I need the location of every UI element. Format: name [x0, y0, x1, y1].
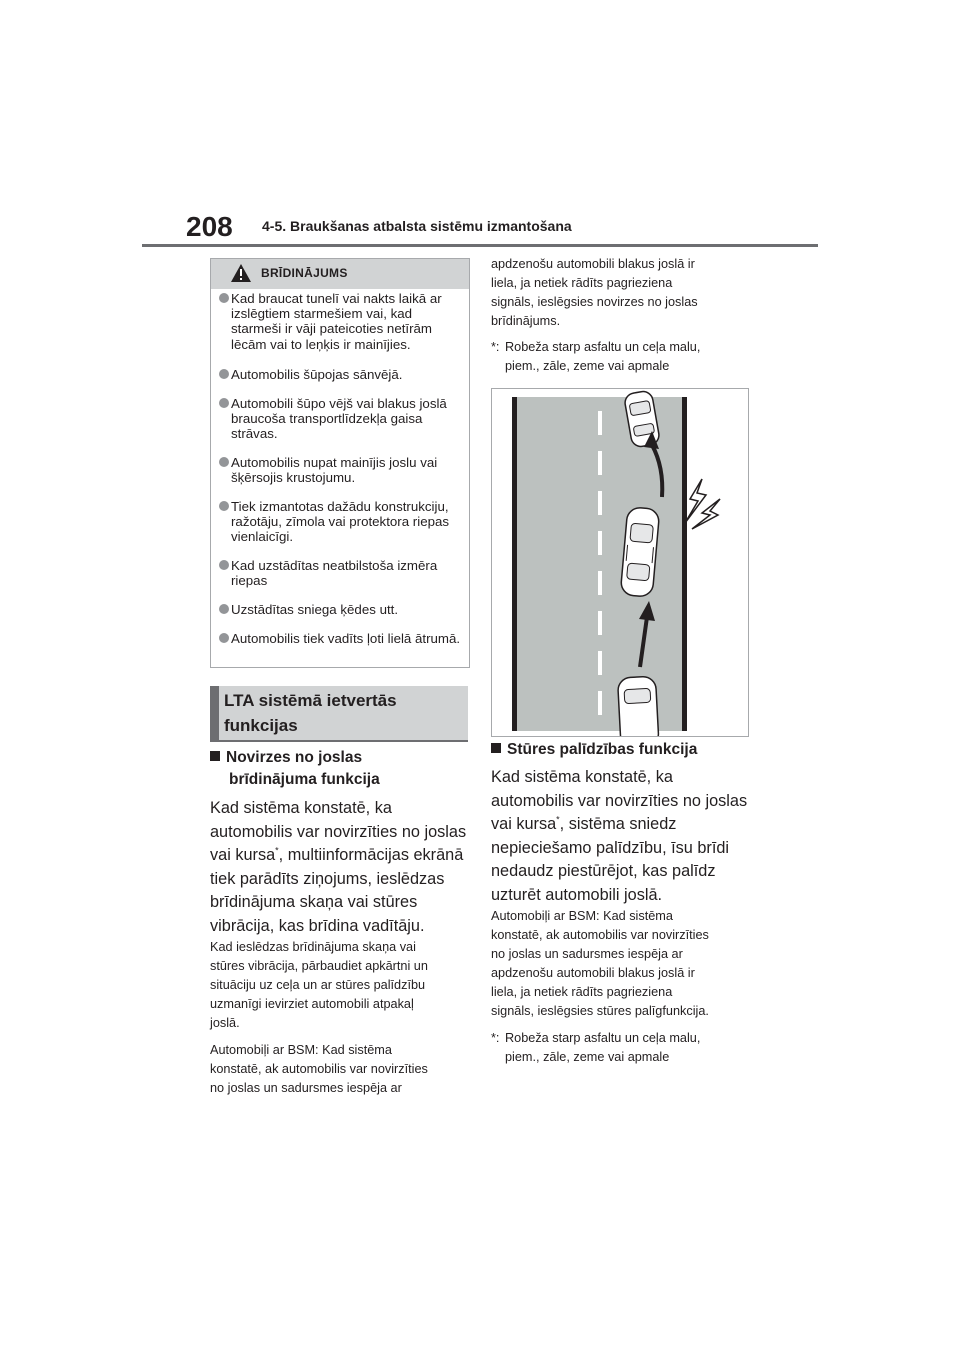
list-item-text: Kad braucat tunelī vai nakts laikā ar izslēgtiem starmešiem vai, kad starmeši ir vāji pateicoties netīrām lēcām vai to leņķis ir mainījies.: [231, 291, 442, 352]
bullet-icon: [219, 633, 229, 643]
footnote: [491, 338, 747, 378]
road-surface: [516, 397, 686, 731]
text-line: liela, ja netiek rādīts pagrieziena: [491, 985, 673, 999]
text-line: konstatē, ak automobilis var novirzīties: [210, 1062, 428, 1076]
car-icon: [620, 507, 660, 597]
text-line: situāciju uz ceļa un ar stūres palīdzību: [210, 978, 426, 992]
warning-box: [210, 258, 470, 668]
text-line: brīdinājuma skaņa vai stūres: [210, 893, 418, 911]
section-heading-line: funkcijas: [224, 716, 298, 735]
list-item-text: Kad uzstādītas neatbilstoša izmēra riepas: [231, 558, 438, 589]
warning-header: [211, 259, 469, 289]
text-line: Kad sistēma konstatē, ka: [210, 799, 392, 817]
text-line: apdzenošu automobili blakus joslā ir: [491, 966, 695, 980]
steering-assist-heading: [491, 739, 697, 761]
lane-departure-bsm-note-cont: [491, 255, 698, 331]
bullet-icon: [219, 604, 229, 614]
text-line: tiek parādīts ziņojums, ieslēdzas: [210, 869, 445, 888]
text-line: stūres vibrācija, pārbaudiet apkārtni un: [210, 959, 428, 973]
lane-departure-paragraph: [210, 797, 466, 938]
footnote-mark: *: [556, 814, 560, 825]
text-line: automobilis var novirzīties no joslas: [210, 822, 467, 841]
text-line: [491, 813, 747, 837]
text-line: Kad sistēma konstatē, ka: [491, 768, 673, 786]
text-line: joslā.: [210, 1016, 240, 1030]
text-span: vai kursa: [491, 815, 557, 833]
section-heading-text: [224, 688, 464, 738]
car-icon: [617, 676, 659, 736]
bullet-icon: [219, 293, 229, 303]
text-line: no joslas un sadursmes iespēja ar: [210, 1081, 402, 1095]
text-line: Kad ieslēdzas brīdinājuma skaņa vai: [210, 940, 416, 954]
text-line: no joslas un sadursmes iespēja ar: [491, 947, 683, 961]
text-line: konstatē, ak automobilis var novirzīties: [491, 928, 709, 942]
text-line: Automobiļi ar BSM: Kad sistēma: [491, 909, 673, 923]
footnote-text: [505, 338, 731, 376]
text-line: vibrācija, kas brīdina vadītāju.: [210, 916, 425, 935]
section-rule: [210, 740, 468, 742]
list-item-text: Automobili šūpo vējš vai blakus joslā braucoša transportlīdzekļa gaisa strāvas.: [231, 396, 447, 442]
lane-departure-note: [210, 938, 428, 1033]
square-bullet-icon: [210, 751, 220, 761]
text-span: , multiinformācijas ekrānā: [278, 846, 464, 864]
left-road-edge: [512, 397, 517, 731]
steering-assist-bsm-note: [491, 907, 709, 1021]
text-line: apdzenošu automobili blakus joslā ir: [491, 257, 695, 271]
bullet-icon: [219, 457, 229, 467]
lightning-icon: [685, 479, 706, 523]
text-line: nedaudz piestūrējot, kas palīdz: [491, 862, 716, 880]
header-rule: [142, 244, 818, 247]
list-item-text: Automobilis nupat mainījis joslu vai šķērsojis krustojumu.: [231, 455, 438, 486]
list-item-text: Uzstādītas sniega ķēdes utt.: [231, 602, 399, 617]
section-heading: [210, 686, 468, 740]
text-line: piem., zāle, zeme vai apmale: [505, 359, 670, 373]
text-line: Robeža starp asfaltu un ceļa malu,: [505, 340, 701, 354]
lane-departure-bsm-note: [210, 1041, 428, 1098]
footnote-mark: *:: [491, 340, 500, 354]
page-number: 208: [186, 211, 233, 242]
section-heading-bar: [210, 686, 219, 740]
text-line: Automobiļi ar BSM: Kad sistēma: [210, 1043, 392, 1057]
text-line: nepieciešamo palīdzību, īsu brīdi: [491, 838, 730, 857]
text-line: [210, 844, 466, 868]
heading-line: Stūres palīdzības funkcija: [507, 741, 698, 758]
text-line: uzturēt automobili joslā.: [491, 885, 663, 904]
bullet-icon: [219, 398, 229, 408]
list-item-text: Tiek izmantotas dažādu konstrukciju, ražotāju, zīmola vai protektora riepas vienlaicīgi.: [231, 499, 450, 545]
footnote-mark: *: [275, 845, 279, 856]
footnote-text: [505, 1029, 731, 1067]
right-road-edge: [682, 397, 687, 731]
section-heading-line: LTA sistēmā ietvertās: [224, 691, 397, 710]
text-span: vai kursa: [210, 846, 276, 864]
footnote-mark: *:: [491, 1031, 500, 1045]
steering-assist-paragraph: [491, 766, 747, 907]
lane-departure-figure: [491, 388, 749, 737]
text-line: liela, ja netiek rādīts pagrieziena: [491, 276, 673, 290]
warning-title: BRĪDINĀJUMS: [261, 266, 348, 280]
heading-line: brīdinājuma funkcija: [229, 771, 380, 788]
text-line: Robeža starp asfaltu un ceļa malu,: [505, 1031, 701, 1045]
text-line: piem., zāle, zeme vai apmale: [505, 1050, 670, 1064]
text-line: uzmanīgi ievirziet automobili atpakaļ: [210, 997, 414, 1011]
text-line: signāls, ieslēgsies stūres palīgfunkcija.: [491, 1004, 709, 1018]
text-span: , sistēma sniedz: [559, 815, 677, 833]
warning-triangle-icon: [230, 263, 252, 283]
footnote: [491, 1029, 747, 1069]
text-line: signāls, ieslēgsies novirzes no joslas: [491, 295, 698, 309]
bullet-icon: [219, 560, 229, 570]
lane-departure-heading: [210, 747, 380, 791]
road-illustration: [492, 389, 748, 736]
chapter-title: 4-5. Braukšanas atbalsta sistēmu izmantošana: [262, 218, 572, 234]
bullet-icon: [219, 501, 229, 511]
text-line: automobilis var novirzīties no joslas: [491, 791, 748, 810]
bullet-icon: [219, 369, 229, 379]
list-item-text: Automobilis tiek vadīts ļoti lielā ātrumā.: [231, 631, 461, 646]
text-line: brīdinājums.: [491, 314, 561, 328]
square-bullet-icon: [491, 743, 501, 753]
heading-line: Novirzes no joslas: [226, 749, 363, 766]
list-item-text: Automobilis šūpojas sānvējā.: [231, 367, 403, 382]
